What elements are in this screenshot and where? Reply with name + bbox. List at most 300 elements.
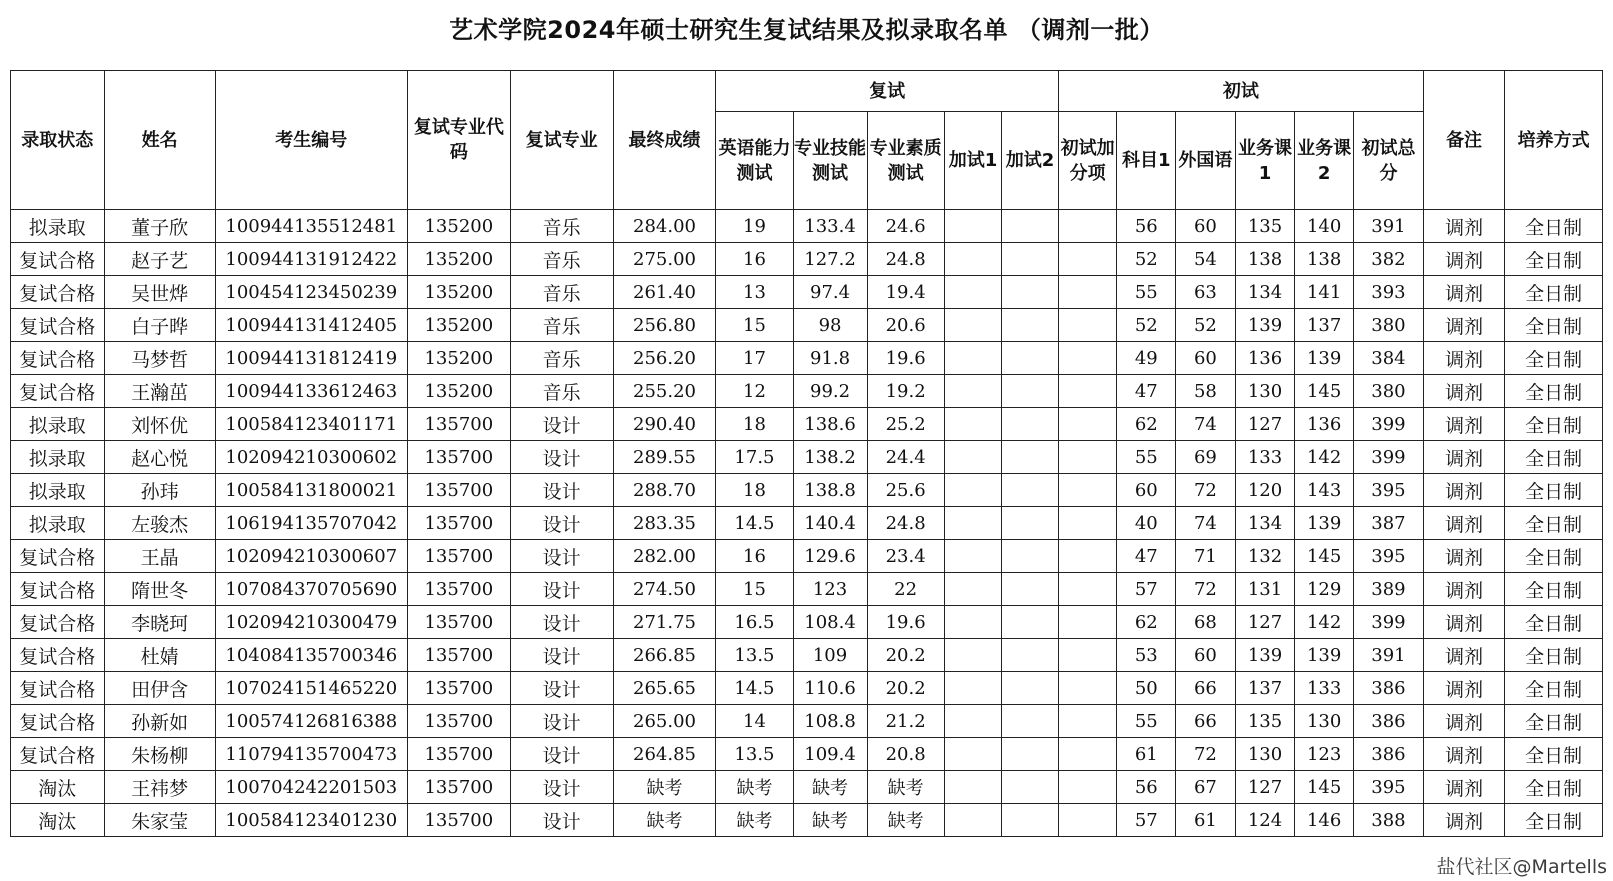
cell-english: 18 bbox=[716, 408, 793, 441]
cell-course2: 123 bbox=[1295, 738, 1354, 771]
cell-subject1: 47 bbox=[1117, 375, 1176, 408]
cell-remark: 调剂 bbox=[1423, 408, 1504, 441]
cell-remark: 调剂 bbox=[1423, 243, 1504, 276]
cell-mode: 全日制 bbox=[1505, 210, 1603, 243]
cell-code: 135700 bbox=[407, 573, 510, 606]
cell-major: 设计 bbox=[510, 408, 613, 441]
cell-extra1 bbox=[944, 342, 1002, 375]
cell-english: 16 bbox=[716, 540, 793, 573]
header-extra1: 加试1 bbox=[944, 112, 1002, 210]
cell-major: 音乐 bbox=[510, 375, 613, 408]
cell-course2: 133 bbox=[1295, 672, 1354, 705]
cell-extra2 bbox=[1002, 507, 1059, 540]
cell-foreign: 58 bbox=[1176, 375, 1236, 408]
cell-final: 290.40 bbox=[613, 408, 716, 441]
cell-major: 音乐 bbox=[510, 309, 613, 342]
cell-extra1 bbox=[944, 375, 1002, 408]
cell-skill: 缺考 bbox=[793, 771, 867, 804]
cell-id: 107084370705690 bbox=[215, 573, 407, 606]
cell-foreign: 60 bbox=[1176, 210, 1236, 243]
cell-remark: 调剂 bbox=[1423, 276, 1504, 309]
cell-id: 100944131412405 bbox=[215, 309, 407, 342]
cell-english: 缺考 bbox=[716, 804, 793, 837]
cell-final: 265.00 bbox=[613, 705, 716, 738]
cell-code: 135700 bbox=[407, 804, 510, 837]
cell-status: 复试合格 bbox=[11, 672, 105, 705]
cell-final: 缺考 bbox=[613, 771, 716, 804]
cell-quality: 23.4 bbox=[867, 540, 944, 573]
cell-remark: 调剂 bbox=[1423, 375, 1504, 408]
cell-quality: 24.4 bbox=[867, 441, 944, 474]
cell-extra2 bbox=[1002, 441, 1059, 474]
cell-name: 王瀚茁 bbox=[104, 375, 215, 408]
cell-course2: 136 bbox=[1295, 408, 1354, 441]
cell-remark: 调剂 bbox=[1423, 507, 1504, 540]
cell-id: 100944135512481 bbox=[215, 210, 407, 243]
cell-final: 266.85 bbox=[613, 639, 716, 672]
header-course2: 业务课2 bbox=[1295, 112, 1354, 210]
cell-course1: 124 bbox=[1235, 804, 1295, 837]
cell-id: 102094210300479 bbox=[215, 606, 407, 639]
cell-mode: 全日制 bbox=[1505, 771, 1603, 804]
cell-course1: 139 bbox=[1235, 639, 1295, 672]
cell-bonus bbox=[1058, 474, 1117, 507]
cell-foreign: 74 bbox=[1176, 408, 1236, 441]
cell-course2: 129 bbox=[1295, 573, 1354, 606]
cell-name: 赵心悦 bbox=[104, 441, 215, 474]
cell-mode: 全日制 bbox=[1505, 441, 1603, 474]
cell-course1: 127 bbox=[1235, 408, 1295, 441]
cell-subject1: 60 bbox=[1117, 474, 1176, 507]
cell-quality: 19.2 bbox=[867, 375, 944, 408]
cell-major: 音乐 bbox=[510, 276, 613, 309]
cell-course1: 139 bbox=[1235, 309, 1295, 342]
cell-major: 设计 bbox=[510, 672, 613, 705]
cell-final: 缺考 bbox=[613, 804, 716, 837]
cell-id: 107024151465220 bbox=[215, 672, 407, 705]
table-row bbox=[11, 474, 1603, 507]
cell-final: 289.55 bbox=[613, 441, 716, 474]
table-row bbox=[11, 441, 1603, 474]
cell-mode: 全日制 bbox=[1505, 276, 1603, 309]
cell-code: 135200 bbox=[407, 276, 510, 309]
cell-status: 拟录取 bbox=[11, 441, 105, 474]
cell-english: 14 bbox=[716, 705, 793, 738]
cell-remark: 调剂 bbox=[1423, 672, 1504, 705]
table-row bbox=[11, 573, 1603, 606]
table-row bbox=[11, 408, 1603, 441]
cell-subject1: 57 bbox=[1117, 804, 1176, 837]
header-extra2: 加试2 bbox=[1002, 112, 1059, 210]
cell-bonus bbox=[1058, 342, 1117, 375]
cell-final: 255.20 bbox=[613, 375, 716, 408]
cell-code: 135700 bbox=[407, 540, 510, 573]
cell-subject1: 62 bbox=[1117, 606, 1176, 639]
cell-final: 271.75 bbox=[613, 606, 716, 639]
cell-name: 隋世冬 bbox=[104, 573, 215, 606]
cell-mode: 全日制 bbox=[1505, 672, 1603, 705]
cell-course1: 130 bbox=[1235, 375, 1295, 408]
cell-code: 135200 bbox=[407, 309, 510, 342]
cell-english: 16 bbox=[716, 243, 793, 276]
cell-english: 19 bbox=[716, 210, 793, 243]
table-row bbox=[11, 639, 1603, 672]
cell-code: 135700 bbox=[407, 672, 510, 705]
cell-total: 380 bbox=[1353, 375, 1423, 408]
cell-major: 设计 bbox=[510, 705, 613, 738]
cell-course1: 135 bbox=[1235, 705, 1295, 738]
cell-course2: 145 bbox=[1295, 540, 1354, 573]
cell-remark: 调剂 bbox=[1423, 474, 1504, 507]
cell-mode: 全日制 bbox=[1505, 540, 1603, 573]
cell-name: 朱杨柳 bbox=[104, 738, 215, 771]
cell-skill: 108.4 bbox=[793, 606, 867, 639]
cell-english: 15 bbox=[716, 573, 793, 606]
cell-foreign: 74 bbox=[1176, 507, 1236, 540]
cell-total: 395 bbox=[1353, 540, 1423, 573]
cell-id: 104084135700346 bbox=[215, 639, 407, 672]
cell-remark: 调剂 bbox=[1423, 606, 1504, 639]
cell-total: 399 bbox=[1353, 408, 1423, 441]
cell-extra2 bbox=[1002, 474, 1059, 507]
header-name: 姓名 bbox=[104, 71, 215, 210]
cell-english: 12 bbox=[716, 375, 793, 408]
cell-name: 杜婧 bbox=[104, 639, 215, 672]
cell-subject1: 61 bbox=[1117, 738, 1176, 771]
cell-mode: 全日制 bbox=[1505, 804, 1603, 837]
cell-skill: 缺考 bbox=[793, 804, 867, 837]
table-row bbox=[11, 738, 1603, 771]
cell-remark: 调剂 bbox=[1423, 573, 1504, 606]
cell-quality: 24.6 bbox=[867, 210, 944, 243]
table-row bbox=[11, 672, 1603, 705]
cell-quality: 21.2 bbox=[867, 705, 944, 738]
cell-skill: 138.2 bbox=[793, 441, 867, 474]
cell-status: 拟录取 bbox=[11, 408, 105, 441]
cell-subject1: 55 bbox=[1117, 705, 1176, 738]
watermark: 盐代社区@Martells bbox=[1436, 856, 1607, 878]
cell-major: 设计 bbox=[510, 738, 613, 771]
cell-total: 391 bbox=[1353, 210, 1423, 243]
cell-code: 135200 bbox=[407, 210, 510, 243]
cell-extra1 bbox=[944, 276, 1002, 309]
cell-major: 设计 bbox=[510, 606, 613, 639]
cell-extra1 bbox=[944, 705, 1002, 738]
cell-extra1 bbox=[944, 606, 1002, 639]
cell-quality: 缺考 bbox=[867, 771, 944, 804]
cell-name: 刘怀优 bbox=[104, 408, 215, 441]
cell-id: 100944131912422 bbox=[215, 243, 407, 276]
cell-foreign: 61 bbox=[1176, 804, 1236, 837]
cell-total: 395 bbox=[1353, 771, 1423, 804]
cell-major: 音乐 bbox=[510, 243, 613, 276]
cell-id: 100944131812419 bbox=[215, 342, 407, 375]
cell-skill: 91.8 bbox=[793, 342, 867, 375]
cell-final: 283.35 bbox=[613, 507, 716, 540]
cell-total: 386 bbox=[1353, 672, 1423, 705]
cell-english: 18 bbox=[716, 474, 793, 507]
cell-status: 复试合格 bbox=[11, 342, 105, 375]
cell-mode: 全日制 bbox=[1505, 474, 1603, 507]
cell-name: 王祎梦 bbox=[104, 771, 215, 804]
cell-total: 395 bbox=[1353, 474, 1423, 507]
cell-course1: 120 bbox=[1235, 474, 1295, 507]
cell-extra1 bbox=[944, 540, 1002, 573]
cell-final: 284.00 bbox=[613, 210, 716, 243]
header-exam-id: 考生编号 bbox=[215, 71, 407, 210]
cell-english: 14.5 bbox=[716, 507, 793, 540]
cell-id: 102094210300607 bbox=[215, 540, 407, 573]
page-title: 艺术学院2024年硕士研究生复试结果及拟录取名单 （调剂一批） bbox=[449, 16, 1164, 44]
cell-mode: 全日制 bbox=[1505, 375, 1603, 408]
cell-status: 淘汰 bbox=[11, 771, 105, 804]
cell-status: 拟录取 bbox=[11, 507, 105, 540]
cell-final: 288.70 bbox=[613, 474, 716, 507]
cell-foreign: 69 bbox=[1176, 441, 1236, 474]
cell-bonus bbox=[1058, 672, 1117, 705]
cell-quality: 20.2 bbox=[867, 672, 944, 705]
cell-subject1: 55 bbox=[1117, 441, 1176, 474]
cell-mode: 全日制 bbox=[1505, 243, 1603, 276]
cell-foreign: 60 bbox=[1176, 342, 1236, 375]
cell-extra2 bbox=[1002, 210, 1059, 243]
cell-quality: 22 bbox=[867, 573, 944, 606]
cell-remark: 调剂 bbox=[1423, 540, 1504, 573]
cell-remark: 调剂 bbox=[1423, 771, 1504, 804]
cell-course1: 127 bbox=[1235, 771, 1295, 804]
cell-code: 135700 bbox=[407, 639, 510, 672]
cell-course1: 132 bbox=[1235, 540, 1295, 573]
cell-course2: 139 bbox=[1295, 639, 1354, 672]
cell-major: 设计 bbox=[510, 771, 613, 804]
cell-id: 100574126816388 bbox=[215, 705, 407, 738]
cell-course2: 138 bbox=[1295, 243, 1354, 276]
cell-name: 左骏杰 bbox=[104, 507, 215, 540]
cell-subject1: 53 bbox=[1117, 639, 1176, 672]
cell-subject1: 49 bbox=[1117, 342, 1176, 375]
cell-extra1 bbox=[944, 573, 1002, 606]
cell-remark: 调剂 bbox=[1423, 441, 1504, 474]
cell-course1: 130 bbox=[1235, 738, 1295, 771]
cell-extra2 bbox=[1002, 276, 1059, 309]
cell-subject1: 47 bbox=[1117, 540, 1176, 573]
cell-foreign: 63 bbox=[1176, 276, 1236, 309]
cell-foreign: 71 bbox=[1176, 540, 1236, 573]
cell-status: 复试合格 bbox=[11, 573, 105, 606]
cell-code: 135200 bbox=[407, 342, 510, 375]
table-row bbox=[11, 375, 1603, 408]
cell-quality: 25.6 bbox=[867, 474, 944, 507]
cell-remark: 调剂 bbox=[1423, 309, 1504, 342]
cell-bonus bbox=[1058, 309, 1117, 342]
cell-bonus bbox=[1058, 639, 1117, 672]
cell-english: 17 bbox=[716, 342, 793, 375]
cell-remark: 调剂 bbox=[1423, 705, 1504, 738]
cell-course1: 131 bbox=[1235, 573, 1295, 606]
cell-skill: 123 bbox=[793, 573, 867, 606]
cell-foreign: 72 bbox=[1176, 573, 1236, 606]
table-row bbox=[11, 309, 1603, 342]
cell-extra1 bbox=[944, 210, 1002, 243]
cell-name: 王晶 bbox=[104, 540, 215, 573]
header-group-initial: 初试 bbox=[1058, 71, 1423, 112]
cell-course2: 145 bbox=[1295, 771, 1354, 804]
header-bonus: 初试加分项 bbox=[1058, 112, 1117, 210]
cell-final: 274.50 bbox=[613, 573, 716, 606]
cell-extra1 bbox=[944, 408, 1002, 441]
cell-name: 田伊含 bbox=[104, 672, 215, 705]
cell-quality: 19.4 bbox=[867, 276, 944, 309]
cell-quality: 缺考 bbox=[867, 804, 944, 837]
cell-extra2 bbox=[1002, 375, 1059, 408]
cell-name: 吴世烨 bbox=[104, 276, 215, 309]
cell-foreign: 68 bbox=[1176, 606, 1236, 639]
cell-bonus bbox=[1058, 210, 1117, 243]
cell-bonus bbox=[1058, 540, 1117, 573]
cell-subject1: 55 bbox=[1117, 276, 1176, 309]
cell-total: 380 bbox=[1353, 309, 1423, 342]
cell-total: 386 bbox=[1353, 738, 1423, 771]
cell-extra1 bbox=[944, 243, 1002, 276]
header-foreign: 外国语 bbox=[1176, 112, 1236, 210]
cell-code: 135700 bbox=[407, 606, 510, 639]
cell-major: 设计 bbox=[510, 441, 613, 474]
cell-bonus bbox=[1058, 738, 1117, 771]
cell-course1: 134 bbox=[1235, 507, 1295, 540]
cell-name: 马梦哲 bbox=[104, 342, 215, 375]
cell-english: 13.5 bbox=[716, 738, 793, 771]
cell-major: 设计 bbox=[510, 639, 613, 672]
cell-major: 设计 bbox=[510, 474, 613, 507]
cell-name: 白子晔 bbox=[104, 309, 215, 342]
results-table bbox=[10, 70, 1603, 837]
cell-extra2 bbox=[1002, 606, 1059, 639]
cell-id: 100704242201503 bbox=[215, 771, 407, 804]
cell-foreign: 72 bbox=[1176, 474, 1236, 507]
cell-code: 135700 bbox=[407, 507, 510, 540]
header-group-retest: 复试 bbox=[716, 71, 1058, 112]
cell-mode: 全日制 bbox=[1505, 408, 1603, 441]
cell-status: 复试合格 bbox=[11, 309, 105, 342]
cell-major: 音乐 bbox=[510, 210, 613, 243]
cell-extra1 bbox=[944, 441, 1002, 474]
cell-name: 董子欣 bbox=[104, 210, 215, 243]
cell-status: 拟录取 bbox=[11, 474, 105, 507]
cell-subject1: 50 bbox=[1117, 672, 1176, 705]
cell-extra2 bbox=[1002, 738, 1059, 771]
cell-major: 音乐 bbox=[510, 342, 613, 375]
table-row bbox=[11, 804, 1603, 837]
cell-course2: 140 bbox=[1295, 210, 1354, 243]
cell-id: 110794135700473 bbox=[215, 738, 407, 771]
cell-total: 382 bbox=[1353, 243, 1423, 276]
cell-extra2 bbox=[1002, 672, 1059, 705]
cell-bonus bbox=[1058, 804, 1117, 837]
cell-extra2 bbox=[1002, 309, 1059, 342]
header-initial-total: 初试总分 bbox=[1353, 112, 1423, 210]
cell-code: 135200 bbox=[407, 375, 510, 408]
cell-name: 孙玮 bbox=[104, 474, 215, 507]
cell-final: 282.00 bbox=[613, 540, 716, 573]
cell-foreign: 54 bbox=[1176, 243, 1236, 276]
cell-name: 朱家莹 bbox=[104, 804, 215, 837]
cell-foreign: 72 bbox=[1176, 738, 1236, 771]
cell-course2: 142 bbox=[1295, 441, 1354, 474]
cell-course2: 139 bbox=[1295, 342, 1354, 375]
cell-extra1 bbox=[944, 507, 1002, 540]
cell-foreign: 52 bbox=[1176, 309, 1236, 342]
cell-bonus bbox=[1058, 441, 1117, 474]
cell-mode: 全日制 bbox=[1505, 639, 1603, 672]
cell-final: 265.65 bbox=[613, 672, 716, 705]
cell-code: 135700 bbox=[407, 705, 510, 738]
cell-english: 17.5 bbox=[716, 441, 793, 474]
cell-course1: 134 bbox=[1235, 276, 1295, 309]
cell-extra2 bbox=[1002, 243, 1059, 276]
cell-foreign: 60 bbox=[1176, 639, 1236, 672]
cell-extra2 bbox=[1002, 573, 1059, 606]
cell-total: 388 bbox=[1353, 804, 1423, 837]
cell-extra2 bbox=[1002, 408, 1059, 441]
cell-status: 复试合格 bbox=[11, 606, 105, 639]
cell-total: 389 bbox=[1353, 573, 1423, 606]
cell-remark: 调剂 bbox=[1423, 342, 1504, 375]
cell-skill: 133.4 bbox=[793, 210, 867, 243]
cell-subject1: 56 bbox=[1117, 771, 1176, 804]
cell-mode: 全日制 bbox=[1505, 573, 1603, 606]
cell-code: 135700 bbox=[407, 771, 510, 804]
cell-extra2 bbox=[1002, 771, 1059, 804]
cell-extra1 bbox=[944, 804, 1002, 837]
cell-total: 391 bbox=[1353, 639, 1423, 672]
cell-id: 100584131800021 bbox=[215, 474, 407, 507]
cell-total: 399 bbox=[1353, 606, 1423, 639]
cell-course2: 145 bbox=[1295, 375, 1354, 408]
header-major: 复试专业 bbox=[510, 71, 613, 210]
cell-quality: 19.6 bbox=[867, 342, 944, 375]
cell-status: 复试合格 bbox=[11, 276, 105, 309]
cell-extra1 bbox=[944, 738, 1002, 771]
cell-quality: 20.8 bbox=[867, 738, 944, 771]
cell-final: 275.00 bbox=[613, 243, 716, 276]
cell-major: 设计 bbox=[510, 573, 613, 606]
cell-skill: 138.8 bbox=[793, 474, 867, 507]
cell-code: 135700 bbox=[407, 738, 510, 771]
cell-final: 261.40 bbox=[613, 276, 716, 309]
header-remark: 备注 bbox=[1423, 71, 1504, 210]
cell-bonus bbox=[1058, 771, 1117, 804]
cell-total: 387 bbox=[1353, 507, 1423, 540]
cell-quality: 25.2 bbox=[867, 408, 944, 441]
cell-remark: 调剂 bbox=[1423, 210, 1504, 243]
cell-bonus bbox=[1058, 408, 1117, 441]
cell-course1: 135 bbox=[1235, 210, 1295, 243]
cell-bonus bbox=[1058, 507, 1117, 540]
cell-major: 设计 bbox=[510, 507, 613, 540]
header-subject1: 科目1 bbox=[1117, 112, 1176, 210]
cell-foreign: 66 bbox=[1176, 705, 1236, 738]
cell-total: 399 bbox=[1353, 441, 1423, 474]
cell-bonus bbox=[1058, 573, 1117, 606]
table-row bbox=[11, 771, 1603, 804]
cell-extra1 bbox=[944, 672, 1002, 705]
table-row bbox=[11, 540, 1603, 573]
cell-name: 赵子艺 bbox=[104, 243, 215, 276]
cell-extra1 bbox=[944, 771, 1002, 804]
cell-status: 复试合格 bbox=[11, 375, 105, 408]
cell-course1: 133 bbox=[1235, 441, 1295, 474]
cell-status: 复试合格 bbox=[11, 705, 105, 738]
